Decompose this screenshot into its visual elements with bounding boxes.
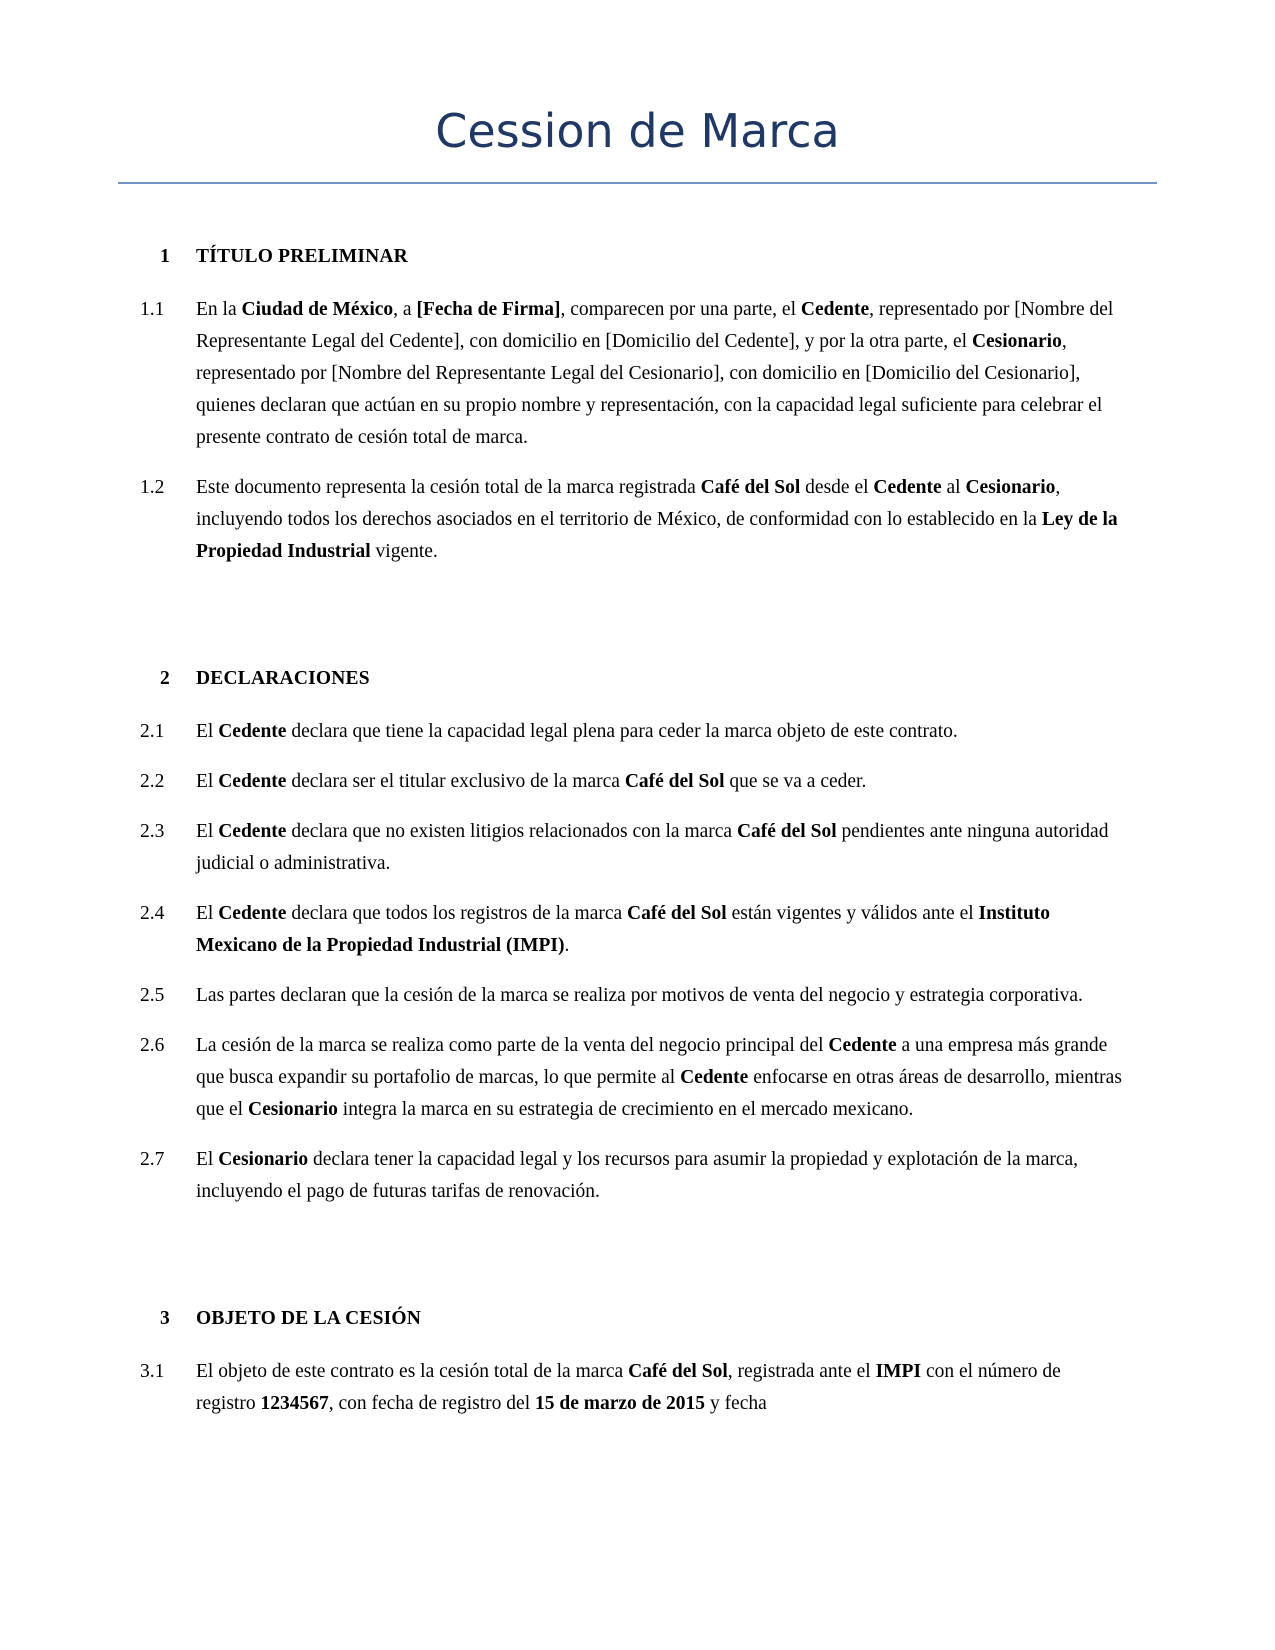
clause-number: 3.1 <box>140 1360 165 1382</box>
clause-text <box>196 716 1125 748</box>
emphasis-text: Café del Sol <box>700 476 801 498</box>
plain-text: , registrada ante el <box>727 1360 876 1382</box>
section-number: 3 <box>160 1307 170 1329</box>
plain-text: a una empresa más grande que busca expandir su portafolio de marcas, lo que permite al <box>196 1034 1108 1088</box>
clause <box>140 472 1125 568</box>
emphasis-text: Instituto Mexicano de la Propiedad Industrial (IMPI) <box>196 902 1051 956</box>
emphasis-text: Cedente <box>218 720 287 742</box>
emphasis-text: Cedente <box>828 1034 897 1056</box>
clause-number: 2.3 <box>140 820 165 842</box>
plain-text: El <box>196 1148 219 1170</box>
plain-text: , a <box>393 298 417 320</box>
emphasis-text: 1234567 <box>260 1392 329 1414</box>
plain-text: , incluyendo todos los derechos asociados en el territorio de México, de conformidad con lo establecido en la <box>196 476 1061 530</box>
emphasis-text: Cedente <box>218 820 287 842</box>
emphasis-text: 15 de marzo de 2015 <box>535 1392 706 1414</box>
emphasis-text: Café del Sol <box>628 1360 728 1382</box>
emphasis-text: Café del Sol <box>627 902 727 924</box>
section-heading <box>140 668 1125 690</box>
section <box>140 246 1125 630</box>
section <box>140 668 1125 1270</box>
clause-text <box>196 766 1125 798</box>
clause-text <box>196 898 1125 962</box>
clause-number: 2.2 <box>140 770 165 792</box>
clause <box>140 1030 1125 1126</box>
plain-text: que se va a ceder. <box>724 770 867 792</box>
page-title: Cession de Marca <box>435 104 840 158</box>
title-divider <box>118 182 1157 184</box>
section-title: TÍTULO PRELIMINAR <box>196 245 408 267</box>
section-title: OBJETO DE LA CESIÓN <box>196 1307 422 1329</box>
emphasis-text: Cesionario <box>218 1148 309 1170</box>
clause-text <box>196 980 1125 1012</box>
plain-text: El <box>196 720 219 742</box>
emphasis-text: Ciudad de México <box>241 298 394 320</box>
plain-text: enfocarse en otras áreas de desarrollo, mientras que el <box>196 1066 1122 1120</box>
clause-text <box>196 816 1125 880</box>
plain-text: . <box>564 934 570 956</box>
emphasis-text: Café del Sol <box>736 820 837 842</box>
clause-text <box>196 1030 1125 1126</box>
plain-text: Las partes declaran que la cesión de la marca se realiza por motivos de venta del negocio y estrategia corporativa. <box>196 984 1083 1006</box>
clause-number: 2.7 <box>140 1148 165 1170</box>
plain-text: vigente. <box>370 540 438 562</box>
clause-text <box>196 1144 1125 1208</box>
section-heading <box>140 246 1125 268</box>
emphasis-text: Cedente <box>218 770 287 792</box>
emphasis-text: Cedente <box>873 476 942 498</box>
clause-text <box>196 1356 1125 1420</box>
plain-text: El objeto de este contrato es la cesión total de la marca <box>196 1360 629 1382</box>
plain-text: , representado por [Nombre del Representante Legal del Cesionario], con domicilio en [Domicilio del Cesionario], quienes declaran que actúan en su propio nombre y representación, con la capacidad legal suficiente para celebrar el presente contrato de cesión total de marca. <box>196 330 1103 448</box>
section-title: DECLARACIONES <box>196 667 370 689</box>
emphasis-text: [Fecha de Firma] <box>416 298 561 320</box>
plain-text: declara que tiene la capacidad legal plena para ceder la marca objeto de este contrato. <box>286 720 958 742</box>
clause-number: 2.6 <box>140 1034 165 1056</box>
plain-text: integra la marca en su estrategia de crecimiento en el mercado mexicano. <box>337 1098 914 1120</box>
plain-text: con el número de registro <box>196 1360 1061 1414</box>
plain-text: En la <box>196 298 242 320</box>
plain-text: desde el <box>800 476 874 498</box>
plain-text: , con fecha de registro del <box>328 1392 535 1414</box>
clause <box>140 816 1125 880</box>
emphasis-text: Ley de la Propiedad Industrial <box>196 508 1118 562</box>
section-number: 2 <box>160 667 170 689</box>
clause <box>140 766 1125 798</box>
plain-text: El <box>196 820 219 842</box>
plain-text: están vigentes y válidos ante el <box>726 902 979 924</box>
section-number: 1 <box>160 245 170 267</box>
clause <box>140 1356 1125 1420</box>
plain-text: al <box>941 476 966 498</box>
plain-text: La cesión de la marca se realiza como parte de la venta del negocio principal del <box>196 1034 829 1056</box>
section-spacer <box>140 586 1125 630</box>
section <box>140 1308 1125 1420</box>
emphasis-text: Cesionario <box>965 476 1056 498</box>
plain-text: Este documento representa la cesión total de la marca registrada <box>196 476 701 498</box>
plain-text: , comparecen por una parte, el <box>560 298 801 320</box>
clause-number: 1.1 <box>140 298 165 320</box>
emphasis-text: Cedente <box>218 902 287 924</box>
emphasis-text: IMPI <box>875 1360 922 1382</box>
clause-number: 2.5 <box>140 984 165 1006</box>
plain-text: pendientes ante ninguna autoridad judicial o administrativa. <box>196 820 1109 874</box>
emphasis-text: Cesionario <box>971 330 1062 352</box>
plain-text: declara tener la capacidad legal y los recursos para asumir la propiedad y explotación de la marca, incluyendo el pago de futuras tarifas de renovación. <box>196 1148 1079 1202</box>
clause-number: 1.2 <box>140 476 165 498</box>
clause <box>140 980 1125 1012</box>
clause <box>140 898 1125 962</box>
clause <box>140 1144 1125 1208</box>
title-block <box>0 0 1275 184</box>
clause-text <box>196 472 1125 568</box>
emphasis-text: Cedente <box>680 1066 749 1088</box>
plain-text: declara que todos los registros de la marca <box>286 902 628 924</box>
emphasis-text: Cedente <box>800 298 870 320</box>
emphasis-text: Cesionario <box>247 1098 338 1120</box>
plain-text: , representado por [Nombre del Representante Legal del Cedente], con domicilio en [Domicilio del Cedente], y por la otra parte, el <box>196 298 1114 352</box>
plain-text: declara que no existen litigios relacionados con la marca <box>286 820 737 842</box>
clause-text <box>196 294 1125 454</box>
emphasis-text: Café del Sol <box>624 770 725 792</box>
clause-number: 2.1 <box>140 720 165 742</box>
plain-text: y fecha <box>705 1392 767 1414</box>
clause-number: 2.4 <box>140 902 165 924</box>
document-body <box>0 246 1275 1420</box>
plain-text: El <box>196 902 219 924</box>
plain-text: declara ser el titular exclusivo de la marca <box>286 770 625 792</box>
section-spacer <box>140 1226 1125 1270</box>
clause <box>140 716 1125 748</box>
section-heading <box>140 1308 1125 1330</box>
plain-text: El <box>196 770 219 792</box>
clause <box>140 294 1125 454</box>
